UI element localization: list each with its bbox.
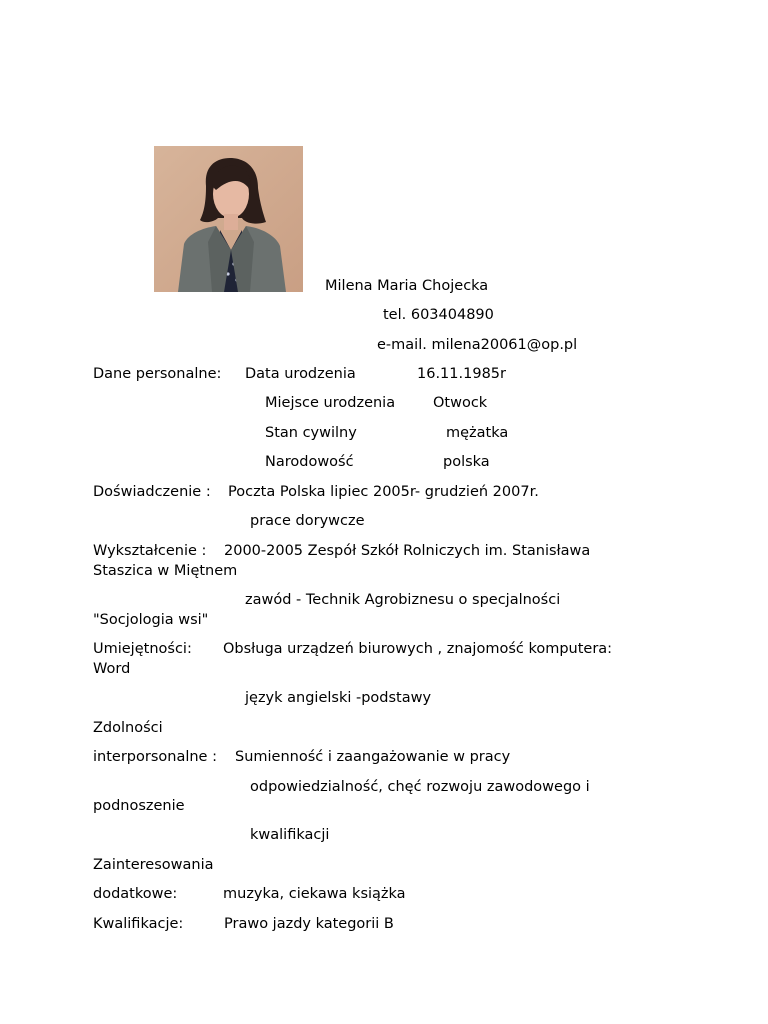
qualifications-value: Prawo jazdy kategorii B: [224, 916, 394, 932]
skills-section-label: Umiejętności:: [93, 641, 192, 657]
qualifications-section-label: Kwalifikacje:: [93, 916, 184, 932]
marital-status-value: mężatka: [446, 425, 509, 441]
skills-line-2: język angielski -podstawy: [245, 690, 432, 706]
skills-line-1b: Word: [93, 661, 131, 677]
experience-line-2: prace dorywcze: [250, 513, 365, 529]
full-name: Milena Maria Chojecka: [325, 278, 489, 294]
interests-value: muzyka, ciekawa książka: [223, 886, 406, 902]
abilities-line-1: Sumienność i zaangażowanie w pracy: [235, 749, 511, 765]
abilities-line-3: kwalifikacji: [250, 827, 330, 843]
phone-number: tel. 603404890: [383, 307, 494, 323]
education-section-label: Wykształcenie :: [93, 543, 207, 559]
abilities-line-2b: podnoszenie: [93, 798, 185, 814]
education-line-1a: 2000-2005 Zespół Szkół Rolniczych im. Stanisława: [224, 543, 591, 559]
nationality-label: Narodowość: [265, 454, 354, 470]
education-line-2b: "Socjologia wsi": [93, 612, 209, 628]
abilities-section-label-1: Zdolności: [93, 720, 163, 736]
personal-section-label: Dane personalne:: [93, 366, 222, 382]
interests-section-label-2: dodatkowe:: [93, 886, 178, 902]
birth-date-label: Data urodzenia: [245, 366, 356, 382]
profile-photo: [154, 146, 303, 292]
interests-section-label-1: Zainteresowania: [93, 857, 214, 873]
experience-line-1: Poczta Polska lipiec 2005r- grudzień 2007r.: [228, 484, 539, 500]
birth-date-value: 16.11.1985r: [417, 366, 506, 382]
nationality-value: polska: [443, 454, 490, 470]
marital-status-label: Stan cywilny: [265, 425, 357, 441]
birth-place-value: Otwock: [433, 395, 488, 411]
abilities-section-label-2: interporsonalne :: [93, 749, 217, 765]
email-address: e-mail. milena20061@op.pl: [377, 337, 578, 353]
abilities-line-2a: odpowiedzialność, chęć rozwoju zawodowego i: [250, 779, 590, 795]
education-line-1b: Staszica w Miętnem: [93, 563, 238, 579]
birth-place-label: Miejsce urodzenia: [265, 395, 396, 411]
education-line-2a: zawód - Technik Agrobiznesu o specjalności: [245, 592, 561, 608]
experience-section-label: Doświadczenie :: [93, 484, 211, 500]
skills-line-1a: Obsługa urządzeń biurowych , znajomość komputera:: [223, 641, 613, 657]
